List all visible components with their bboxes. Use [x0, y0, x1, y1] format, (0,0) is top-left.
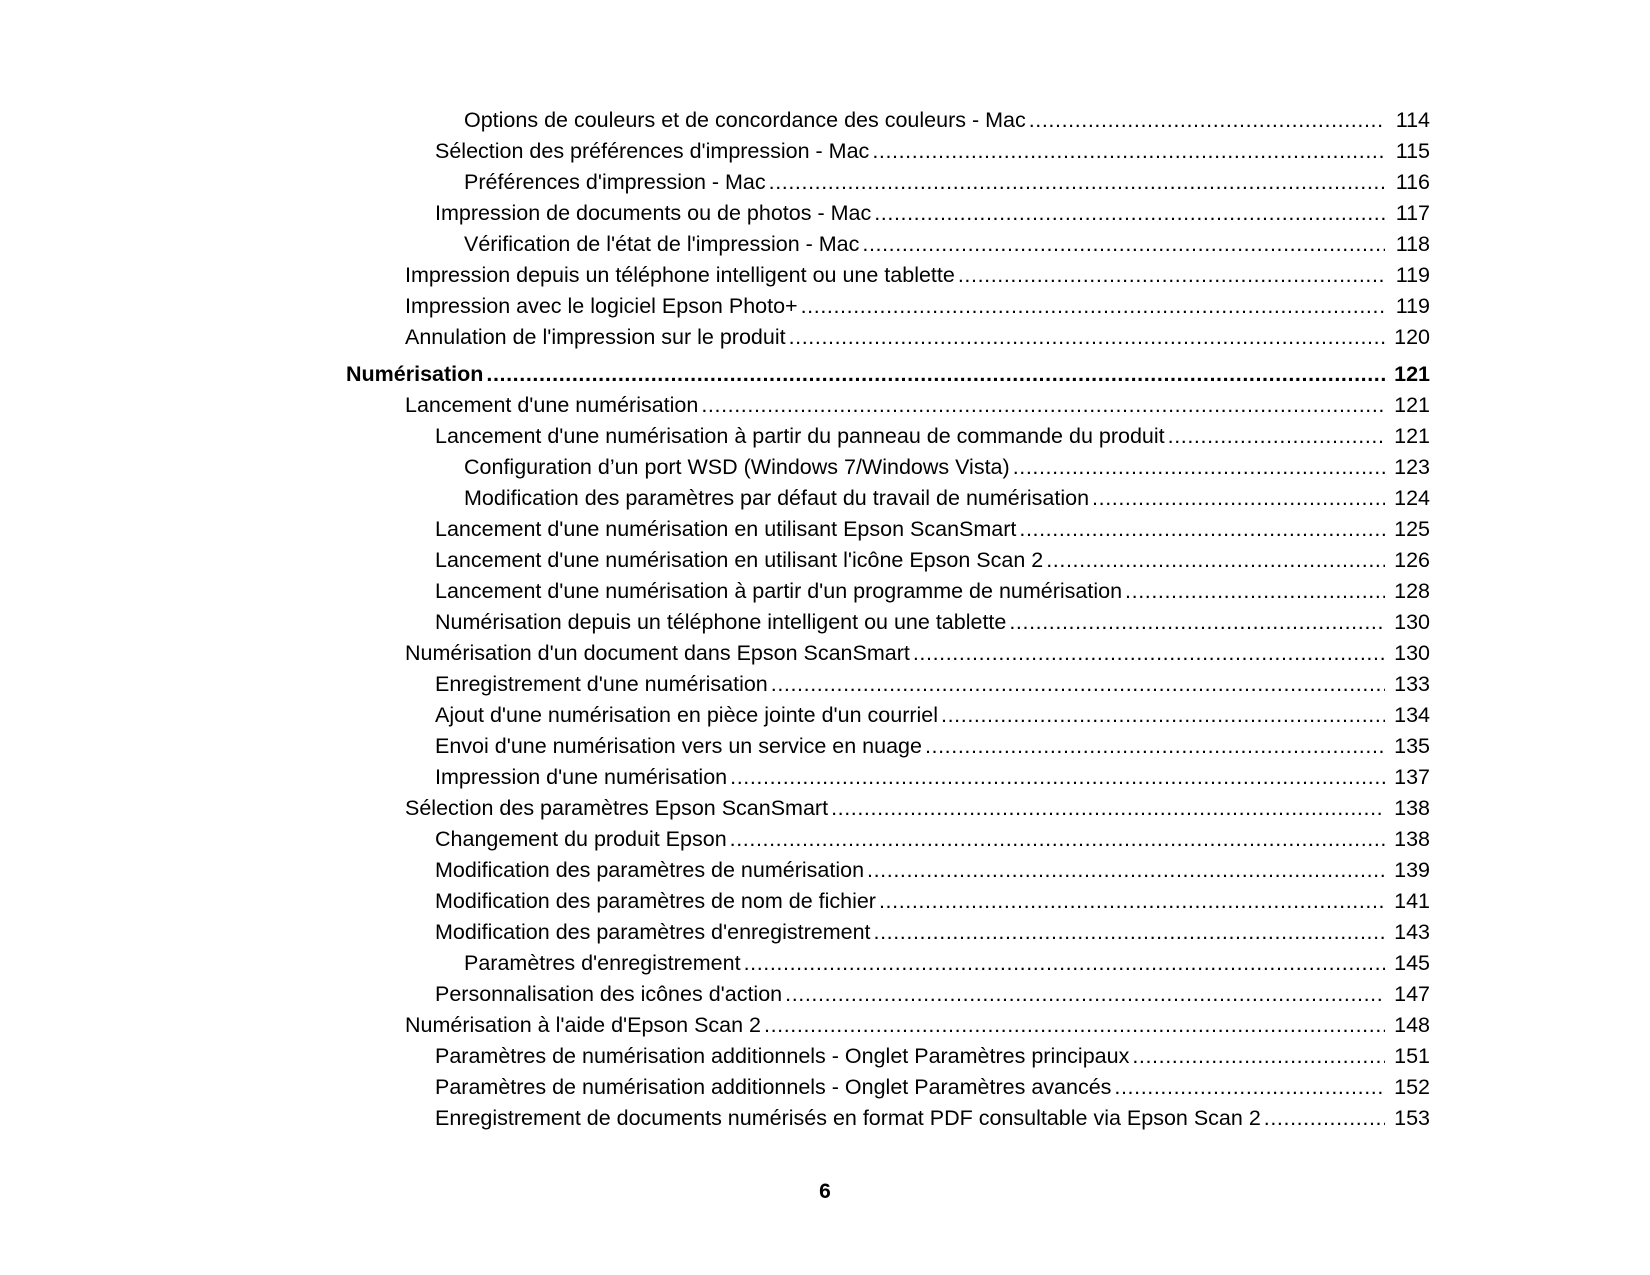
toc-entry-page: 143	[1394, 920, 1430, 944]
dot-leader	[941, 700, 1385, 731]
toc-entry-page: 114	[1395, 108, 1430, 132]
toc-entry-title: Lancement d'une numérisation à partir d'un programme de numérisation	[435, 579, 1123, 603]
toc-entry[interactable]	[346, 669, 1430, 700]
toc-entry-page: 137	[1394, 765, 1430, 789]
dot-leader	[1168, 421, 1385, 452]
toc-entry-title: Sélection des préférences d'impression - Mac	[435, 139, 870, 163]
toc-entry-title: Configuration d’un port WSD (Windows 7/Windows Vista)	[464, 455, 1010, 479]
toc-entry[interactable]	[346, 545, 1430, 576]
dot-leader	[730, 762, 1385, 793]
dot-leader	[771, 669, 1385, 700]
dot-leader	[801, 291, 1385, 322]
toc-entry-page: 123	[1394, 455, 1430, 479]
toc-entry-title: Paramètres de numérisation additionnels - Onglet Paramètres avancés	[435, 1075, 1112, 1099]
toc-entry[interactable]	[346, 1041, 1430, 1072]
toc-entry-title: Numérisation à l'aide d'Epson Scan 2	[405, 1013, 761, 1037]
toc-entry-page: 126	[1394, 548, 1430, 572]
toc-entry-title: Lancement d'une numérisation	[405, 393, 699, 417]
toc-entry[interactable]	[346, 167, 1430, 198]
toc-entry[interactable]	[346, 198, 1430, 229]
table-of-contents	[346, 105, 1430, 1134]
toc-entry[interactable]	[346, 700, 1430, 731]
toc-entry-page: 141	[1394, 889, 1430, 913]
toc-entry[interactable]	[346, 1072, 1430, 1103]
toc-entry[interactable]	[346, 917, 1430, 948]
toc-entry[interactable]	[346, 483, 1430, 514]
toc-entry-title: Préférences d'impression - Mac	[464, 170, 766, 194]
toc-entry-title: Annulation de l'impression sur le produit	[405, 325, 786, 349]
toc-entry-title: Options de couleurs et de concordance des couleurs - Mac	[464, 108, 1026, 132]
toc-entry-title: Changement du produit Epson	[435, 827, 727, 851]
toc-entry-page: 116	[1395, 170, 1430, 194]
toc-entry-title: Modification des paramètres par défaut du travail de numérisation	[464, 486, 1090, 510]
dot-leader	[744, 948, 1385, 979]
toc-chapter-page: 121	[1394, 362, 1430, 386]
toc-entry-page: 125	[1394, 517, 1430, 541]
toc-entry-title: Enregistrement d'une numérisation	[435, 672, 768, 696]
dot-leader	[1132, 1041, 1385, 1072]
toc-entry-title: Impression d'une numérisation	[435, 765, 728, 789]
toc-entry-page: 119	[1395, 294, 1430, 318]
toc-entry-page: 151	[1394, 1044, 1430, 1068]
toc-entry-title: Vérification de l'état de l'impression - Mac	[464, 232, 860, 256]
dot-leader	[1009, 607, 1385, 638]
toc-entry[interactable]	[346, 948, 1430, 979]
toc-entry-page: 121	[1394, 424, 1430, 448]
toc-entry[interactable]	[346, 886, 1430, 917]
toc-entry[interactable]	[346, 824, 1430, 855]
toc-entry-page: 133	[1394, 672, 1430, 696]
toc-entry-page: 145	[1394, 951, 1430, 975]
toc-entry[interactable]	[346, 1103, 1430, 1134]
toc-entry-page: 130	[1394, 610, 1430, 634]
dot-leader	[867, 855, 1385, 886]
toc-entry[interactable]	[346, 322, 1430, 353]
toc-entry[interactable]	[346, 514, 1430, 545]
toc-entry-title: Lancement d'une numérisation en utilisant Epson ScanSmart	[435, 517, 1017, 541]
dot-leader	[872, 136, 1385, 167]
toc-entry-page: 134	[1394, 703, 1430, 727]
toc-entry[interactable]	[346, 762, 1430, 793]
dot-leader	[1013, 452, 1385, 483]
toc-entry-page: 120	[1394, 325, 1430, 349]
dot-leader	[1046, 545, 1385, 576]
toc-entry-title: Impression depuis un téléphone intelligent ou une tablette	[405, 263, 955, 287]
toc-entry[interactable]	[346, 638, 1430, 669]
dot-leader	[879, 886, 1385, 917]
dot-leader	[1114, 1072, 1385, 1103]
dot-leader	[486, 359, 1385, 390]
toc-entry-page: 139	[1394, 858, 1430, 882]
toc-entry-page: 148	[1394, 1013, 1430, 1037]
toc-entry[interactable]	[346, 855, 1430, 886]
dot-leader	[831, 793, 1385, 824]
dot-leader	[913, 638, 1385, 669]
toc-entry-title: Paramètres de numérisation additionnels - Onglet Paramètres principaux	[435, 1044, 1130, 1068]
toc-entry[interactable]	[346, 979, 1430, 1010]
toc-entry-title: Lancement d'une numérisation en utilisant l'icône Epson Scan 2	[435, 548, 1044, 572]
toc-entry-title: Personnalisation des icônes d'action	[435, 982, 783, 1006]
toc-entry[interactable]	[346, 136, 1430, 167]
toc-entry[interactable]	[346, 421, 1430, 452]
toc-entry-page: 138	[1394, 796, 1430, 820]
dot-leader	[789, 322, 1385, 353]
toc-entry[interactable]	[346, 229, 1430, 260]
toc-entry[interactable]	[346, 390, 1430, 421]
dot-leader	[769, 167, 1385, 198]
toc-entry-title: Ajout d'une numérisation en pièce jointe d'un courriel	[435, 703, 939, 727]
toc-entry[interactable]	[346, 452, 1430, 483]
toc-entry-page: 138	[1394, 827, 1430, 851]
toc-entry-title: Lancement d'une numérisation à partir du panneau de commande du produit	[435, 424, 1165, 448]
toc-entry-page: 119	[1395, 263, 1430, 287]
page-number: 6	[819, 1180, 831, 1203]
dot-leader	[1029, 105, 1385, 136]
dot-leader	[874, 198, 1385, 229]
toc-entry-title: Enregistrement de documents numérisés en format PDF consultable via Epson Scan 2	[435, 1106, 1261, 1130]
toc-entry-title: Numérisation depuis un téléphone intelligent ou une tablette	[435, 610, 1007, 634]
toc-entry-page: 118	[1395, 232, 1430, 256]
dot-leader	[764, 1010, 1385, 1041]
toc-entry-page: 115	[1395, 139, 1430, 163]
toc-entry[interactable]	[346, 105, 1430, 136]
toc-entry-title: Impression de documents ou de photos - Mac	[435, 201, 872, 225]
toc-entry-title: Impression avec le logiciel Epson Photo+	[405, 294, 798, 318]
toc-entry[interactable]	[346, 793, 1430, 824]
dot-leader	[925, 731, 1385, 762]
dot-leader	[1019, 514, 1385, 545]
toc-entry[interactable]	[346, 607, 1430, 638]
dot-leader	[862, 229, 1385, 260]
dot-leader	[958, 260, 1385, 291]
toc-entry-page: 124	[1394, 486, 1430, 510]
toc-entry-page: 135	[1394, 734, 1430, 758]
toc-entry[interactable]	[346, 1010, 1430, 1041]
toc-entry-page: 130	[1394, 641, 1430, 665]
dot-leader	[730, 824, 1385, 855]
toc-entry-page: 153	[1394, 1106, 1430, 1130]
toc-entry-title: Modification des paramètres d'enregistrement	[435, 920, 871, 944]
toc-entry[interactable]	[346, 576, 1430, 607]
toc-entry-page: 152	[1394, 1075, 1430, 1099]
toc-entry-page: 128	[1394, 579, 1430, 603]
dot-leader	[1125, 576, 1385, 607]
toc-entry[interactable]	[346, 260, 1430, 291]
dot-leader	[1264, 1103, 1385, 1134]
toc-entry-title: Modification des paramètres de nom de fichier	[435, 889, 876, 913]
dot-leader	[701, 390, 1385, 421]
dot-leader	[874, 917, 1385, 948]
dot-leader	[785, 979, 1385, 1010]
toc-entry-title: Numérisation d'un document dans Epson ScanSmart	[405, 641, 910, 665]
toc-entry-page: 117	[1395, 201, 1430, 225]
toc-entry-title: Modification des paramètres de numérisation	[435, 858, 865, 882]
toc-entry[interactable]	[346, 291, 1430, 322]
toc-chapter-entry[interactable]	[346, 359, 1430, 390]
toc-entry-title: Sélection des paramètres Epson ScanSmart	[405, 796, 829, 820]
dot-leader	[1092, 483, 1385, 514]
toc-entry-page: 147	[1394, 982, 1430, 1006]
toc-entry[interactable]	[346, 731, 1430, 762]
toc-chapter-title: Numérisation	[346, 362, 484, 386]
toc-entry-title: Envoi d'une numérisation vers un service en nuage	[435, 734, 922, 758]
toc-entry-page: 121	[1394, 393, 1430, 417]
toc-entry-title: Paramètres d'enregistrement	[464, 951, 741, 975]
